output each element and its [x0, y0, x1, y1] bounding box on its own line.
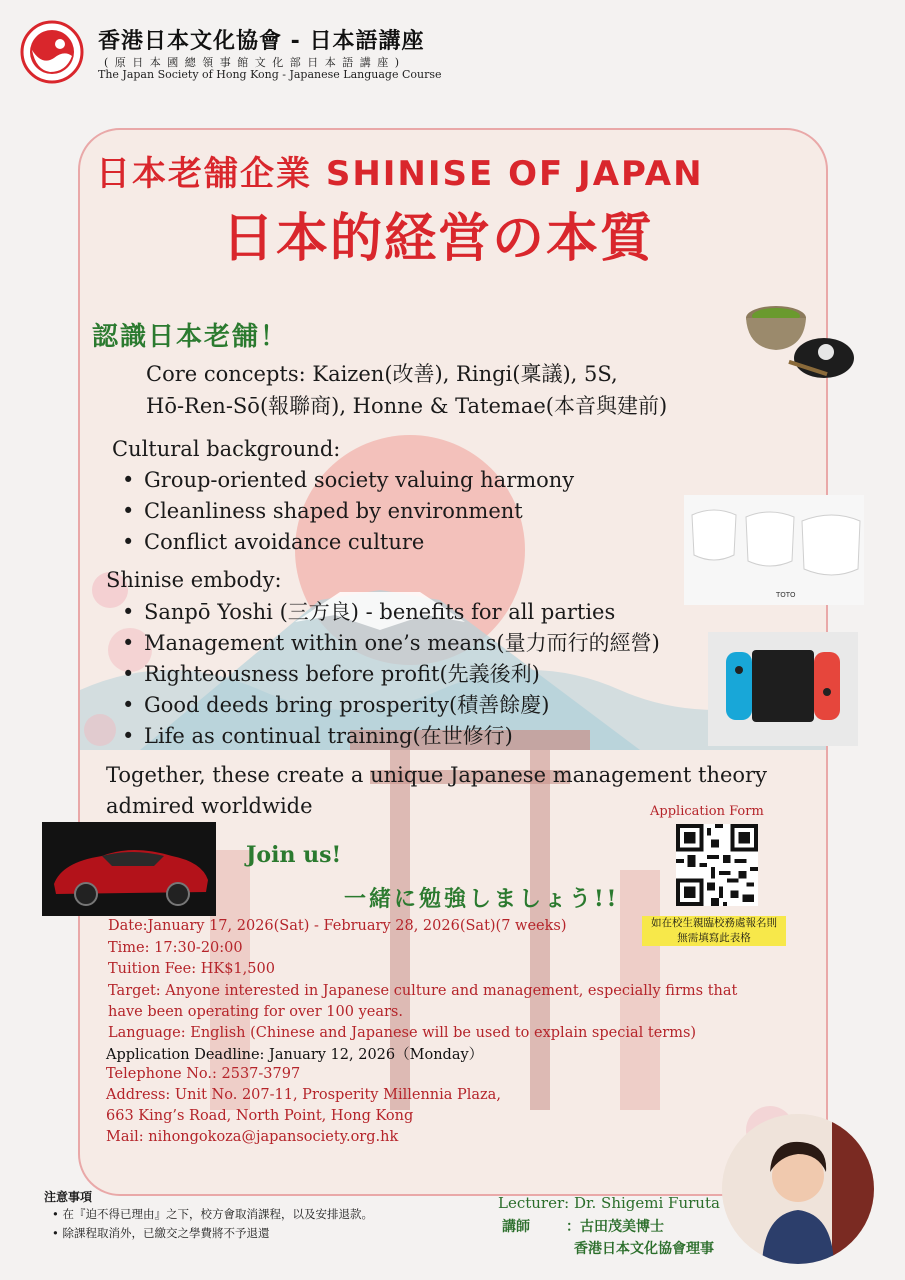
cultural-list: [122, 465, 574, 558]
list-item: • Conflict avoidance culture: [122, 527, 574, 558]
core-concepts-line1: Core concepts: Kaizen(改善), Ringi(稟議), 5S,: [146, 362, 618, 386]
org-name-zh: 香港日本文化協會 - 日本語講座: [98, 29, 425, 54]
org-name-en: The Japan Society of Hong Kong - Japanese Language Course: [98, 68, 442, 81]
shinise-list: [122, 597, 660, 752]
notes-title: 注意事項: [44, 1190, 93, 1204]
address-line1: Address: Unit No. 207-11, Prosperity Millennia Plaza,: [106, 1087, 501, 1103]
join-us-text: Join us!: [246, 842, 342, 868]
course-time: Time: 17:30-20:00: [108, 940, 243, 956]
list-item: • Management within one’s means(量力而行的經營): [122, 628, 660, 659]
lecturer-zh-title: 香港日本文化協會理事: [574, 1241, 714, 1257]
together-text: Together, these create a unique Japanese management theory admired worldwide: [106, 763, 767, 818]
list-item: • Cleanliness shaped by environment: [122, 496, 574, 527]
application-form-label: Application Form: [650, 804, 764, 819]
list-item: • Group-oriented society valuing harmony: [122, 465, 574, 496]
toilet-photo: [684, 495, 864, 605]
lecturer-en: Lecturer: Dr. Shigemi Furuta: [498, 1194, 720, 1212]
svg-text:TOTO: TOTO: [776, 591, 796, 599]
telephone: Telephone No.: 2537-3797: [106, 1066, 301, 1082]
game-console-photo: [708, 632, 858, 746]
org-name-sub-zh: ( 原 日 本 國 總 領 事 館 文 化 部 日 本 語 講 座 ): [104, 56, 401, 69]
application-deadline: Application Deadline: January 12, 2026（Monday）: [106, 1047, 484, 1063]
intro-heading: 認識日本老舗！: [92, 322, 289, 352]
course-date: Date:January 17, 2026(Sat) - February 28, 2026(Sat)(7 weeks): [108, 918, 567, 934]
tuition-fee: Tuition Fee: HK$1,500: [108, 961, 275, 977]
qr-note-line1: 如在校生親臨校務處報名則: [651, 917, 777, 929]
core-concepts-line2: Hō-Ren-Sō(報聯商), Honne & Tatemae(本音與建前): [146, 394, 668, 418]
study-together-text: 一緒に勉強しましょう!!: [344, 886, 620, 912]
list-item: • Righteousness before profit(先義後利): [122, 659, 660, 690]
target-line2: have been operating for over 100 years.: [108, 1004, 403, 1020]
qr-note: [642, 916, 786, 946]
society-logo: [20, 20, 84, 84]
mail[interactable]: Mail: nihongokoza@japansociety.org.hk: [106, 1129, 399, 1145]
address-line2: 663 King’s Road, North Point, Hong Kong: [106, 1108, 414, 1124]
language-info: Language: English (Chinese and Japanese will be used to explain special terms): [108, 1025, 697, 1041]
target-line1: Target: Anyone interested in Japanese culture and management, especially firms that: [108, 983, 738, 999]
qr-note-line2: 無需填寫此表格: [677, 932, 751, 944]
list-item: • Good deeds bring prosperity(積善餘慶): [122, 690, 660, 721]
tea-photo: [732, 292, 856, 388]
qr-code[interactable]: [676, 824, 758, 906]
lecturer-zh-label: 講師: [502, 1219, 530, 1235]
lecturer-zh-name: ：古田茂美博士: [566, 1219, 664, 1235]
title-line1: 日本老舗企業 SHINISE OF JAPAN: [96, 154, 704, 194]
note-item: • 除課程取消外，已繳交之學費將不予退還: [52, 1225, 269, 1241]
cultural-heading: Cultural background:: [112, 437, 341, 461]
shinise-heading: Shinise embody:: [106, 568, 282, 592]
list-item: • Sanpō Yoshi (三方良) - benefits for all parties: [122, 597, 660, 628]
car-photo: [42, 822, 216, 916]
list-item: • Life as continual training(在世修行): [122, 721, 660, 752]
lecturer-photo: [722, 1114, 874, 1264]
title-line2: 日本的経営の本質: [222, 209, 655, 269]
note-item: • 在『迫不得已理由』之下，校方會取消課程，以及安排退款。: [52, 1206, 373, 1222]
